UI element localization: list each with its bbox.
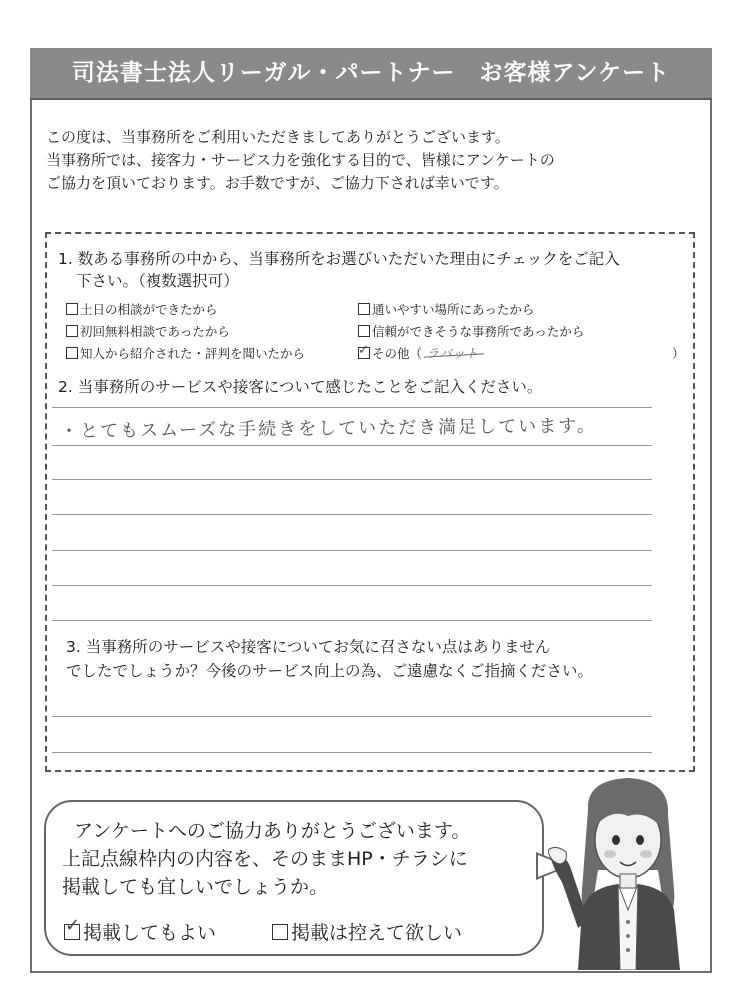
q1-text-cont: 下さい。（複数選択可） [76,272,239,290]
q1-option-free-consult[interactable]: 初回無料相談であったから [66,324,230,340]
answer-line [52,716,652,717]
bubble-line: 掲載しても宜しいでしょうか。 [62,876,329,898]
intro-line: この度は、当事務所をご利用いただきましてありがとうございます。 [46,128,510,146]
answer-line [52,479,652,480]
intro-line: ご協力を頂いております。お手数ですが、ご協力下されば幸いです。 [46,174,509,192]
q1-option-weekend[interactable]: 土日の相談ができたから [66,302,218,318]
q2-handwritten-answer: ・とてもスムーズな手続きをしていただき満足しています。 [59,415,597,443]
intro-line: 当事務所では、接客力・サービス力を強化する目的で、皆様にアンケートの [46,151,555,169]
q3-text: 3. 当事務所のサービスや接客についてお気に召さない点はありません [66,638,551,656]
q1-option-trust[interactable]: 信頼ができそうな事務所であったから [358,324,584,340]
checkbox[interactable] [66,347,78,359]
check-mark-icon: ✓ [65,915,81,936]
answer-line [52,407,652,408]
answer-line [52,620,652,621]
q2-text: 2. 当事務所のサービスや接客について感じたことをご記入ください。 [58,378,543,396]
consent-yes-option[interactable]: ✓ 掲載してもよい [65,915,217,944]
checkbox[interactable] [358,325,370,337]
answer-line [52,752,652,753]
checkbox[interactable] [358,303,370,315]
q1-option-access[interactable]: 通いやすい場所にあったから [358,302,534,318]
header-bar [30,48,712,100]
checkbox[interactable] [272,924,288,940]
staff-illustration-icon [548,770,708,970]
answer-line [52,585,652,586]
consent-no-option[interactable]: 掲載は控えて欲しい [272,920,462,946]
bubble-line: 上記点線枠内の内容を、そのままHP・チラシに [62,848,468,870]
checkbox-checked[interactable] [358,343,370,359]
other-written-answer: ラバット [426,347,479,362]
answer-line [52,445,652,446]
q1-option-other[interactable]: ✓ その他（ ラバット [358,343,479,362]
page-title: 司法書士法人リーガル・パートナー お客様アンケート [71,60,671,86]
checkbox[interactable] [66,303,78,315]
answer-line [52,550,652,551]
q3-text-cont: でしたでしょうか？今後のサービス向上の為、ご遠慮なくご指摘ください。 [66,662,594,680]
checkbox[interactable] [66,325,78,337]
checkbox-checked[interactable] [64,915,81,940]
bubble-line: アンケートへのご協力ありがとうございます。 [74,820,471,842]
q1-option-referral[interactable]: 知人から紹介された・評判を聞いたから [66,346,305,362]
check-mark-icon: ✓ [358,343,369,358]
answer-line [52,514,652,515]
q1-other-close: ） [672,346,685,361]
q1-text: 1. 数ある事務所の中から、当事務所をお選びいただいた理由にチェックをご記入 [58,250,620,268]
intro-text [46,126,686,195]
